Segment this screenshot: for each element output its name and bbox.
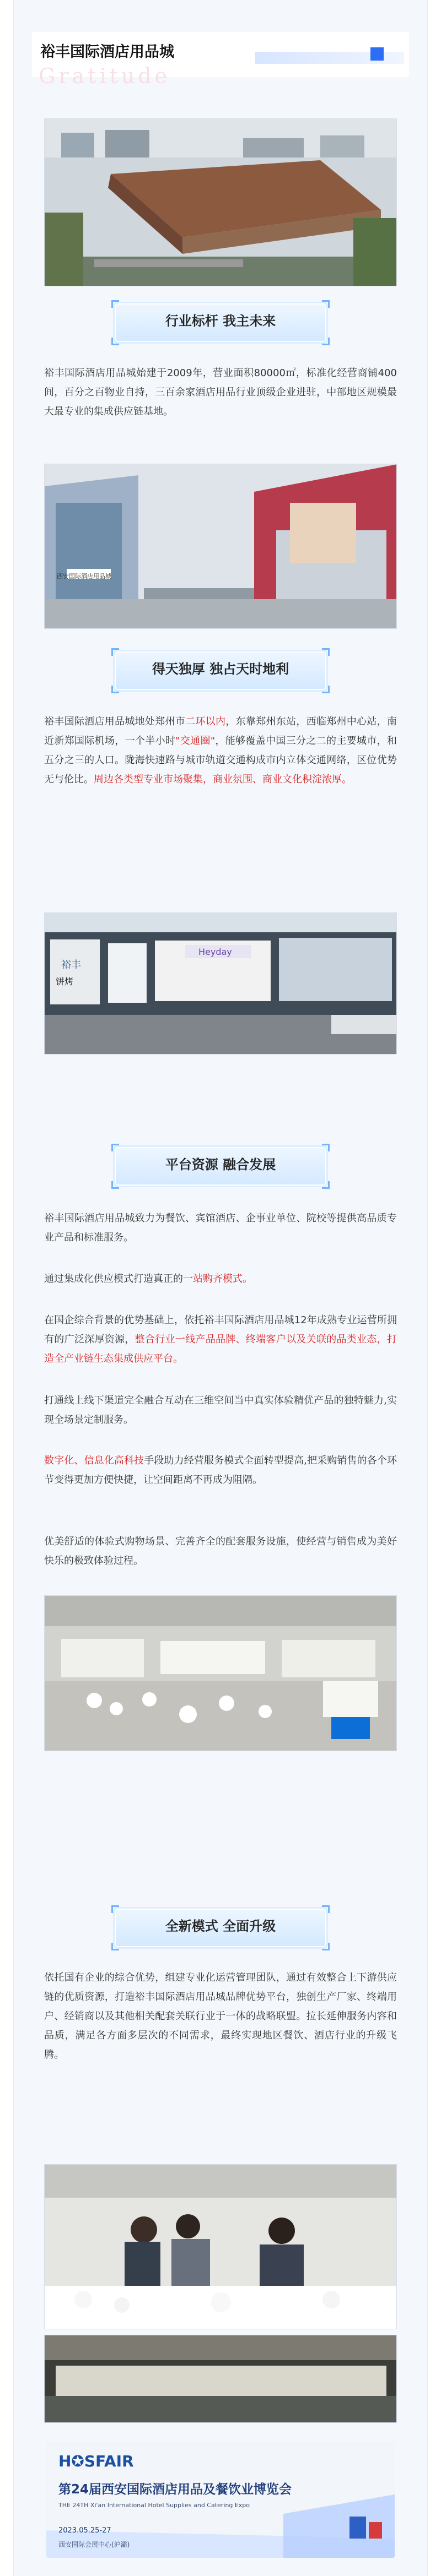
page-title: 裕丰国际酒店用品城 bbox=[40, 44, 174, 61]
highlight-text: 二环以内 bbox=[185, 716, 226, 727]
header-square-icon bbox=[370, 47, 384, 61]
section-3-paragraph-6: 优美舒适的体验式购物场景、完善齐全的配套服务设施，使经营与销售成为美好快乐的极致体验过程。 bbox=[44, 1536, 397, 1567]
building-street-image bbox=[45, 464, 397, 629]
aerial-building-photo bbox=[44, 118, 397, 286]
corner-decor-icon bbox=[322, 338, 330, 345]
section-1-paragraph: 裕丰国际酒店用品城始建于2009年，营业面积80000㎡，标准化经营商铺400间，百分之百物业自持，三百余家酒店用品行业顶级企业进驻，中部地区规模最大最专业的集成供应链基地。 bbox=[44, 367, 397, 417]
section-title-text: 行业标杆 我主未来 bbox=[165, 313, 276, 329]
storefront-photo bbox=[44, 912, 397, 1055]
section-3-paragraph-2 bbox=[44, 1269, 397, 1289]
section-2-paragraph bbox=[44, 712, 397, 789]
corner-decor-icon bbox=[111, 300, 119, 308]
expo-subtitle: THE 24TH Xi'an International Hotel Supplies and Catering Expo bbox=[58, 2502, 250, 2509]
section-title-text: 平台资源 融合发展 bbox=[165, 1157, 276, 1172]
section-3-paragraph-4: 打通线上线下渠道完全融合互动在三维空间当中真实体验精优产品的独特魅力,实现全场景定制服务。 bbox=[44, 1395, 397, 1426]
section-title-4 bbox=[116, 1910, 325, 1946]
expo-banner bbox=[46, 2442, 395, 2558]
hall-image bbox=[45, 2335, 397, 2423]
section-title-3 bbox=[116, 1148, 325, 1184]
corner-decor-icon bbox=[111, 1905, 119, 1913]
corner-decor-icon bbox=[111, 1144, 119, 1151]
corner-decor-icon bbox=[322, 1144, 330, 1151]
expo-logo: H✪SFAIR bbox=[58, 2452, 134, 2470]
highlight-text: 整合行业一线产品品牌、终端客户以及关联的品类业态，打造全产业链生态集成供应平台。 bbox=[44, 1334, 397, 1365]
building-street-photo bbox=[44, 464, 397, 629]
section-title-1 bbox=[116, 305, 325, 341]
corner-decor-icon bbox=[111, 686, 119, 693]
section-3-paragraph-1: 裕丰国际酒店用品城致力为餐饮、宾馆酒店、企事业单位、院校等提供高品质专业产品和标准服务。 bbox=[44, 1213, 397, 1243]
text-segment: 裕丰国际酒店用品城地处郑州市 bbox=[44, 716, 186, 727]
text-segment: 手段助力经营服务模式全面转型提高,把采购销售的各个环节变得更加方便快捷，让空间距离不再成为阻隔。 bbox=[44, 1455, 397, 1486]
decorative-script-text: Gratitude bbox=[39, 64, 171, 88]
section-title-2 bbox=[116, 653, 325, 689]
storefront-image bbox=[45, 913, 397, 1055]
highlight-text: "交通圈" bbox=[175, 735, 216, 747]
section-title-text: 得天独厚 独占天时地利 bbox=[152, 661, 289, 677]
corner-decor-icon bbox=[111, 648, 119, 656]
section-3-paragraph-3 bbox=[44, 1311, 397, 1368]
corner-decor-icon bbox=[322, 1181, 330, 1189]
corner-decor-icon bbox=[322, 1943, 330, 1950]
expo-venue: 西安国际会展中心(沪灞) bbox=[58, 2541, 130, 2548]
store-sign-text: 饼烤 bbox=[56, 976, 74, 987]
corner-decor-icon bbox=[111, 1943, 119, 1950]
text-segment: ，东靠郑州东站，西临郑州中心站，南近新郑国际机场，一个半小时 bbox=[44, 716, 397, 747]
hall-photo bbox=[44, 2335, 397, 2423]
store-sign-text: Heyday bbox=[198, 947, 232, 957]
expo-title: 第24届西安国际酒店用品及餐饮业博览会 bbox=[58, 2482, 292, 2497]
corner-decor-icon bbox=[322, 686, 330, 693]
corner-decor-icon bbox=[111, 1181, 119, 1189]
corner-decor-icon bbox=[322, 1905, 330, 1913]
staff-photo bbox=[44, 2164, 397, 2329]
highlight-text: 周边各类型专业市场聚集，商业氛围、商业文化积淀浓厚。 bbox=[94, 774, 352, 785]
page-header bbox=[32, 32, 409, 88]
photo-sign-text: 西安国际酒店用品城 bbox=[57, 573, 111, 580]
store-sign-text: 裕丰 bbox=[61, 959, 81, 971]
corner-decor-icon bbox=[322, 648, 330, 656]
aerial-building-image bbox=[45, 119, 397, 286]
expo-date: 2023.05.25-27 bbox=[58, 2526, 111, 2535]
text-segment: ，能够覆盖中国三分之二的主要城市，和五分之三的人口。陇海快速路与城市轨道交通构成市内立体交通网络，区位优势无与伦比。 bbox=[44, 735, 397, 785]
showroom-image bbox=[45, 1596, 397, 1751]
section-4-paragraph: 依托国有企业的综合优势，组建专业化运营管理团队，通过有效整合上下游供应链的优质资源，打造裕丰国际酒店用品城品牌优势平台，独创生产厂家、终端用户、经销商以及其他相关配套关联行业于一体的战略联盟。拉长延伸服务内容和品质，满足各方面多层次的不同需求，最终实现地区餐饮、酒店行业的升级飞腾。 bbox=[44, 1972, 397, 2061]
corner-decor-icon bbox=[322, 300, 330, 308]
text-segment: 在国企综合背景的优势基础上，依托裕丰国际酒店用品城12年成熟专业运营所拥有的广泛深厚资源， bbox=[44, 1314, 397, 1345]
highlight-text: 数字化、信息化高科技 bbox=[44, 1455, 144, 1466]
staff-image bbox=[45, 2165, 397, 2329]
highlight-text: 一站购齐模式。 bbox=[183, 1273, 252, 1285]
corner-decor-icon bbox=[111, 338, 119, 345]
showroom-photo bbox=[44, 1595, 397, 1751]
section-title-text: 全新模式 全面升级 bbox=[165, 1919, 276, 1934]
section-3-paragraph-5 bbox=[44, 1451, 397, 1490]
text-segment: 通过集成化供应模式打造真正的 bbox=[44, 1273, 183, 1285]
